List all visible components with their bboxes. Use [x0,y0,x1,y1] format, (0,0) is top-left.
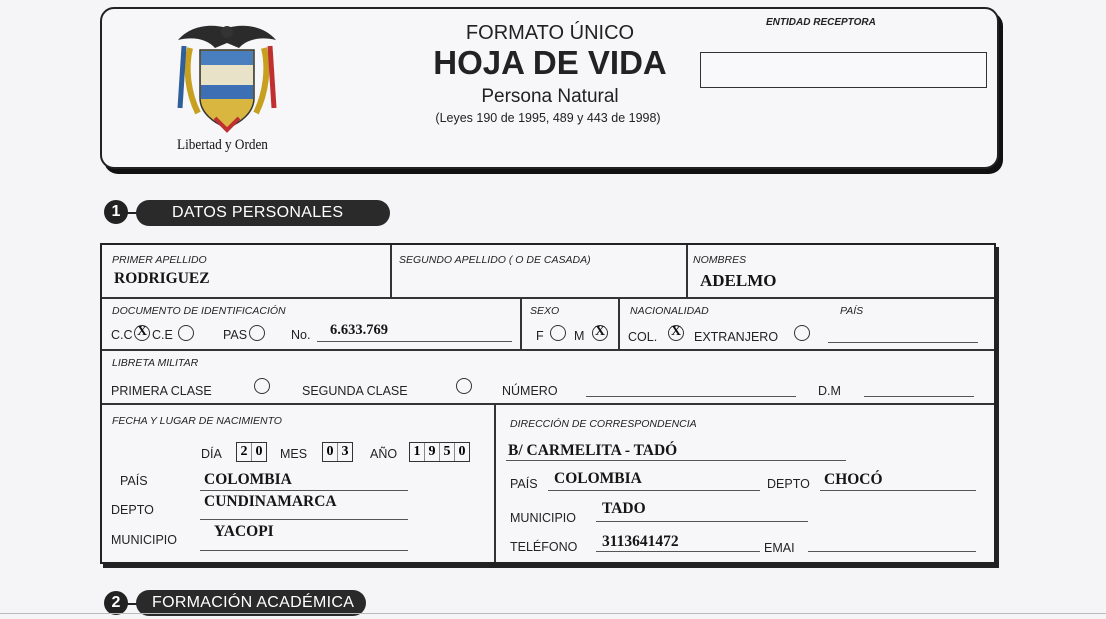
form-title-line1: FORMATO ÚNICO [465,22,635,44]
nombres-value[interactable]: ADELMO [700,271,777,290]
ce-radio[interactable] [178,325,194,341]
correspondencia-depto-value[interactable]: CHOCÓ [824,471,883,488]
segunda-clase-label: SEGUNDA CLASE [302,384,408,398]
cc-radio[interactable] [134,325,150,341]
correspondencia-municipio-label: MUNICIPIO [510,511,576,525]
nacimiento-pais-value[interactable]: COLOMBIA [204,471,292,488]
sexo-f-label: F [536,329,544,343]
sexo-f-radio[interactable] [550,325,566,341]
direccion-correspondencia-label: DIRECCIÓN DE CORRESPONDENCIA [510,418,697,430]
nacimiento-depto-label: DEPTO [111,503,154,517]
primer-apellido-value[interactable]: RODRIGUEZ [114,270,210,287]
section-title-datos-personales: DATOS PERSONALES [136,200,390,226]
primera-clase-label: PRIMERA CLASE [111,384,212,398]
anio-digit: 9 [425,443,440,461]
correspondencia-pais-label: PAÍS [510,477,538,491]
form-subtitle: Persona Natural [481,86,619,107]
correspondencia-municipio-value[interactable]: TADO [602,500,646,517]
entidad-receptora-field[interactable] [700,52,987,88]
nacimiento-municipio-value[interactable]: YACOPI [214,523,274,540]
ce-label: C.E [152,328,173,342]
nacimiento-pais-label: PAÍS [120,474,148,488]
dia-label: DÍA [201,447,222,461]
numero-documento-label: No. [291,328,311,342]
numero-documento-value[interactable]: 6.633.769 [330,322,388,338]
personal-data-form [100,243,996,564]
email-label: EMAI [764,541,795,555]
extranjero-radio[interactable] [794,325,810,341]
documento-label: DOCUMENTO DE IDENTIFICACIÓN [112,305,286,317]
libreta-militar-label: LIBRETA MILITAR [112,357,199,369]
nacimiento-municipio-label: MUNICIPIO [111,533,177,547]
dia-field[interactable] [236,442,267,462]
coat-of-arms-logo [170,18,285,133]
mes-label: MES [280,447,308,461]
mes-digit: 0 [323,443,338,461]
nombres-label: NOMBRES [693,254,747,266]
mes-field[interactable] [322,442,353,462]
nacionalidad-label: NACIONALIDAD [630,305,709,317]
anio-digit: 0 [458,444,466,459]
form-title: HOJA DE VIDA [433,44,667,81]
sexo-label: SEXO [530,305,560,317]
sexo-m-radio[interactable] [592,325,608,341]
page-bottom-edge [0,613,1106,614]
cc-label: C.C [111,328,133,342]
anio-label: AÑO [370,447,398,461]
correspondencia-depto-label: DEPTO [767,477,810,491]
extranjero-label: EXTRANJERO [694,330,779,344]
dm-label: D.M [818,384,841,398]
direccion-value[interactable]: B/ CARMELITA - TADÓ [508,442,678,459]
telefono-value[interactable]: 3113641472 [602,533,679,550]
segunda-clase-radio[interactable] [456,378,472,394]
pais-label: PAÍS [840,305,864,317]
primer-apellido-label: PRIMER APELLIDO [112,254,207,266]
section-title-formacion-academica: FORMACIÓN ACADÉMICA [136,590,366,616]
form-legal-reference: (Leyes 190 de 1995, 489 y 443 de 1998) [435,111,661,125]
anio-digit: 1 [410,443,425,461]
dia-digit: 2 [237,443,252,461]
col-label: COL. [628,330,658,344]
correspondencia-pais-value[interactable]: COLOMBIA [554,470,642,487]
segundo-apellido-label: SEGUNDO APELLIDO ( O DE CASADA) [399,254,591,266]
pas-label: PAS [223,328,248,342]
nacimiento-depto-value[interactable]: CUNDINAMARCA [204,493,337,510]
sexo-m-label: M [574,329,585,343]
logo-caption: Libertad y Orden [177,137,268,153]
col-radio[interactable] [668,325,684,341]
dia-digit: 0 [255,444,263,459]
entidad-receptora-label: ENTIDAD RECEPTORA [766,17,876,28]
telefono-label: TELÉFONO [510,540,578,554]
pas-radio[interactable] [249,325,265,341]
anio-field[interactable] [409,442,470,462]
libreta-numero-label: NÚMERO [502,384,558,398]
mes-digit: 3 [341,444,349,459]
primera-clase-radio[interactable] [254,378,270,394]
section-number-1: 1 [104,200,128,224]
section-number-2: 2 [104,591,128,615]
anio-digit: 5 [440,443,455,461]
fecha-lugar-nacimiento-label: FECHA Y LUGAR DE NACIMIENTO [112,415,282,427]
